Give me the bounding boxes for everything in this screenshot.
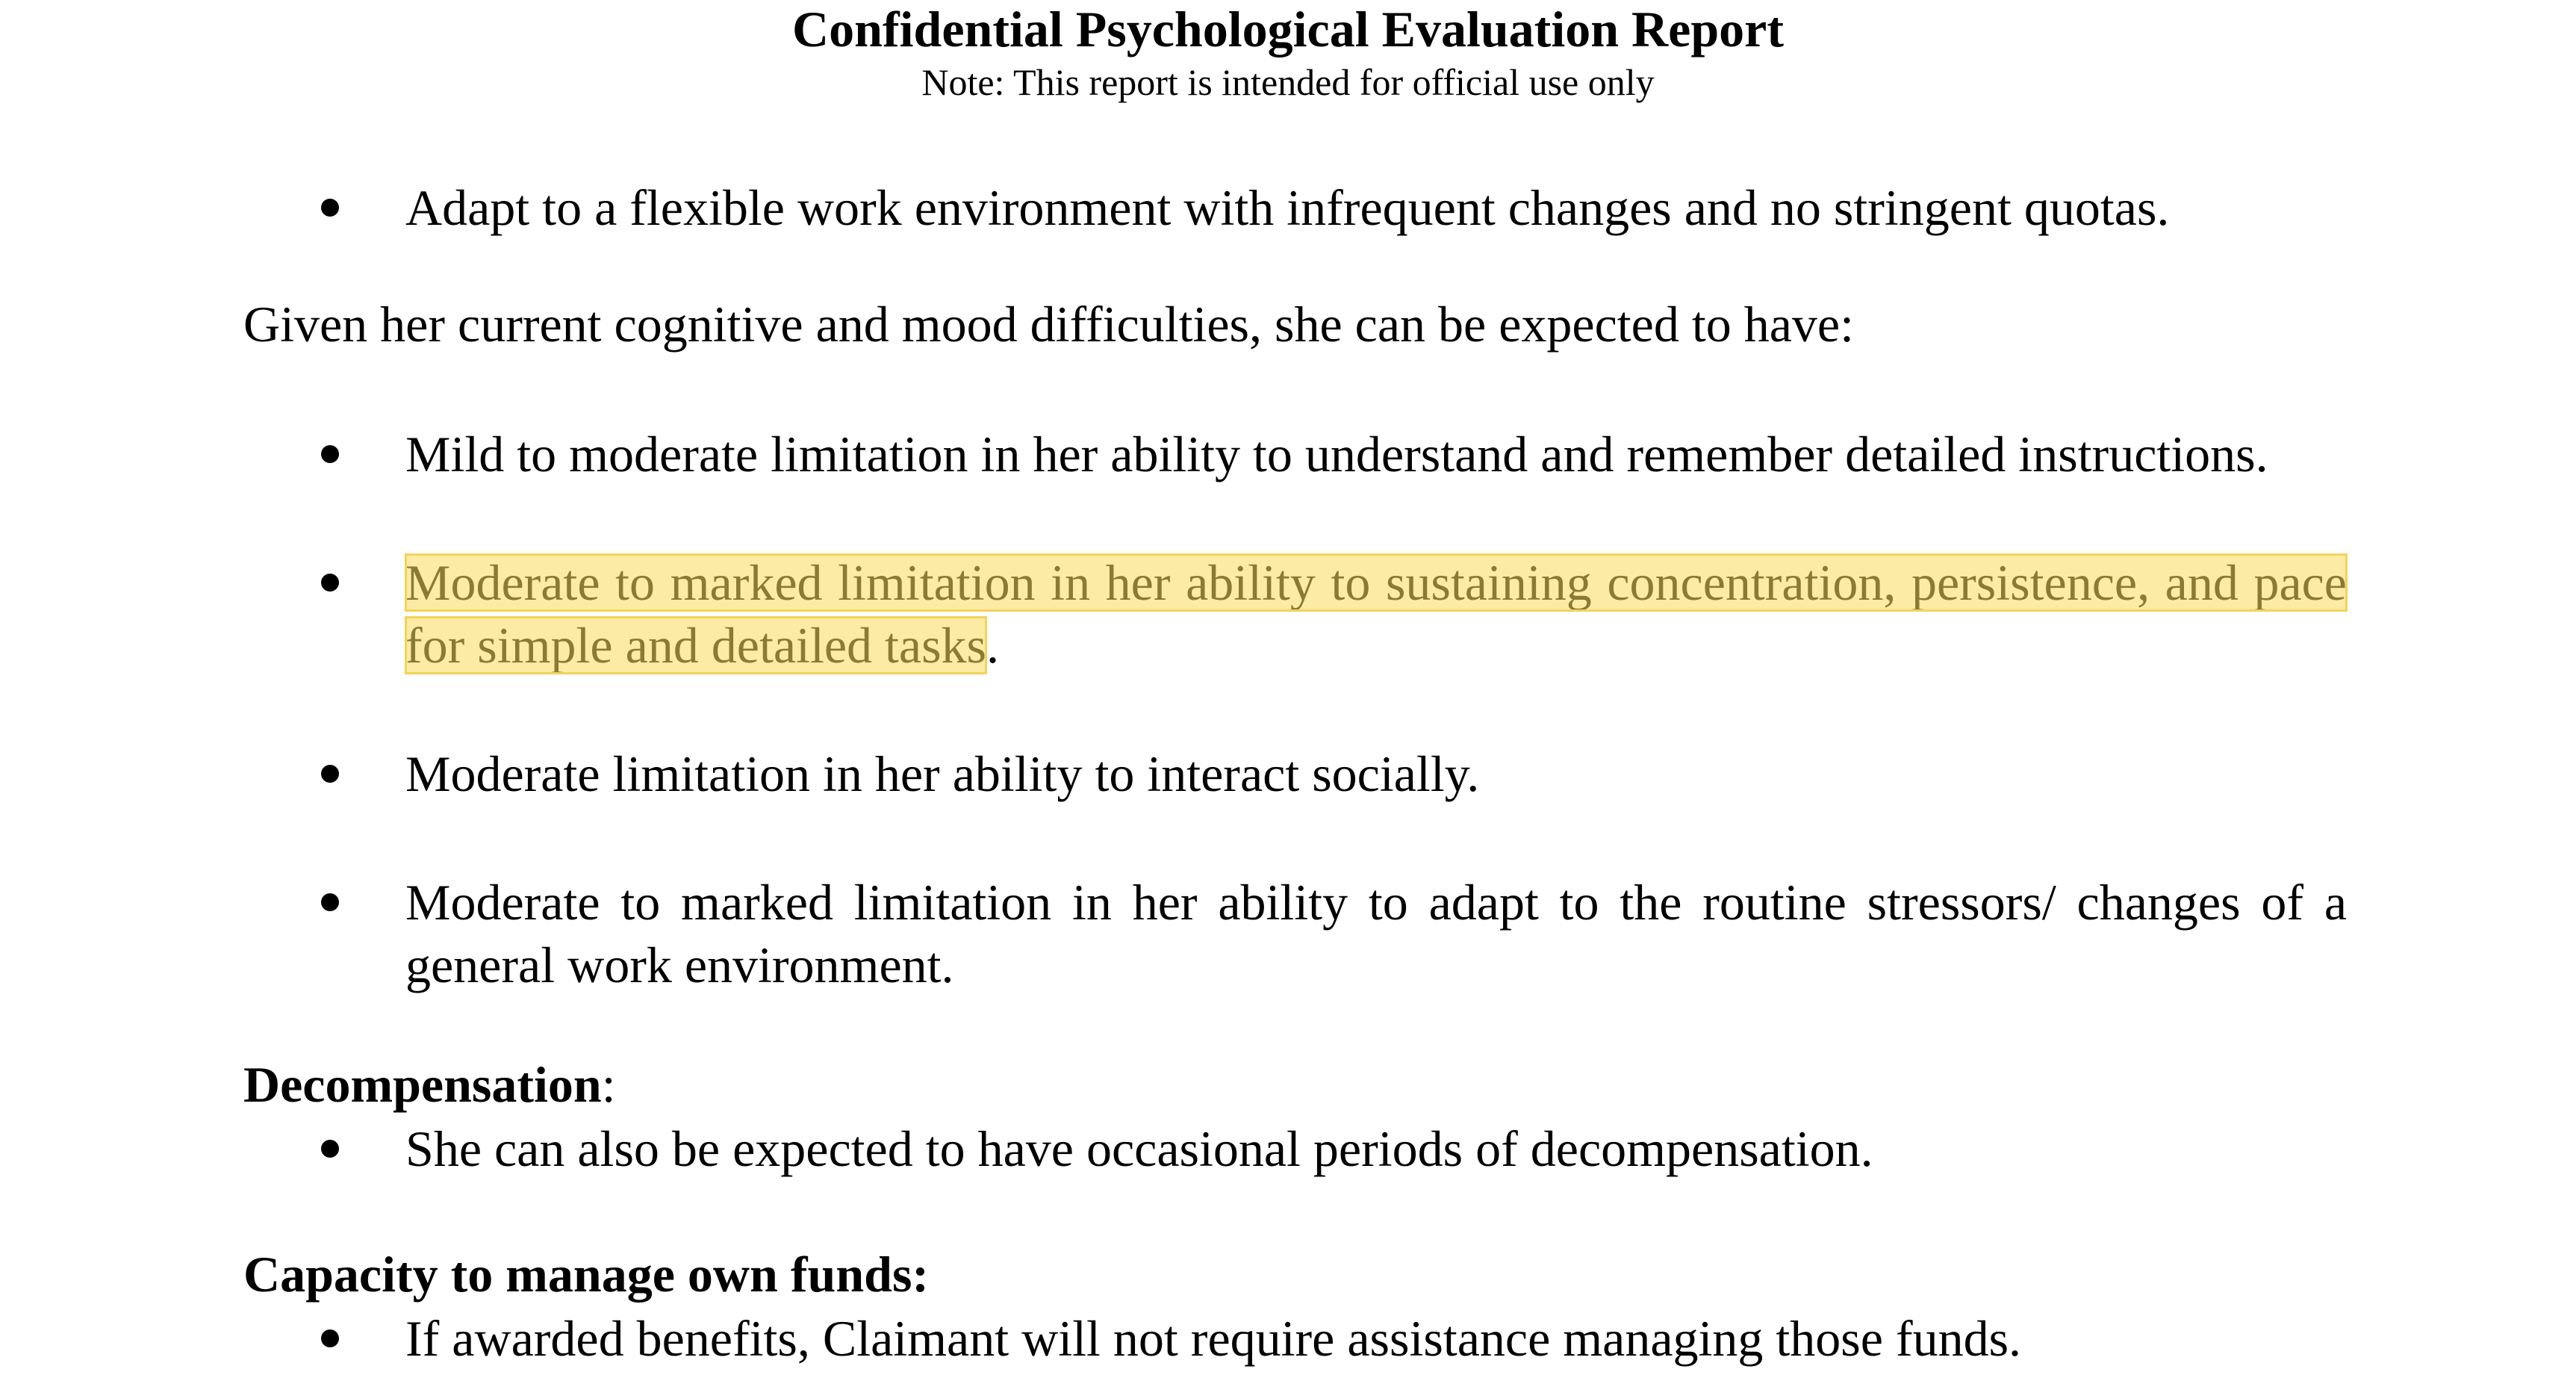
- funds-heading: [243, 1243, 929, 1306]
- bullet-text: Moderate limitation in her ability to interact socially.: [405, 745, 1480, 802]
- decompensation-heading: [243, 1053, 616, 1116]
- bullet-icon: [321, 893, 339, 911]
- bullet-icon: [321, 574, 339, 592]
- bullet-text: If awarded benefits, Claimant will not require assistance managing those funds.: [405, 1310, 2022, 1367]
- bullet-icon: [321, 1140, 339, 1158]
- bullet-text: She can also be expected to have occasional periods of decompensation.: [405, 1120, 1873, 1177]
- bullet-text: Moderate to marked limitation in her ability to adapt to the routine stressors/ changes of a general work environment.: [405, 874, 2347, 993]
- report-title: Confidential Psychological Evaluation Report: [792, 1, 1784, 58]
- bullet-icon: [321, 199, 339, 217]
- heading-colon: :: [601, 1056, 616, 1113]
- bullet-icon: [321, 765, 339, 783]
- bullet-text: Adapt to a flexible work environment with infrequent changes and no stringent quotas.: [405, 179, 2170, 236]
- decompensation-heading-text: Decompensation: [243, 1056, 602, 1113]
- intro-paragraph: Given her current cognitive and mood difficulties, she can be expected to have:: [243, 296, 1854, 353]
- funds-heading-text: Capacity to manage own funds:: [243, 1246, 930, 1303]
- sentence-period: .: [986, 617, 1000, 674]
- bullet-text: [405, 551, 2347, 677]
- bullet-icon: [321, 1329, 339, 1347]
- report-note: Note: This report is intended for official use only: [921, 61, 1655, 103]
- bullet-icon: [321, 445, 339, 463]
- bullet-text: Mild to moderate limitation in her ability to understand and remember detailed instructions.: [405, 426, 2268, 482]
- highlighted-text: Moderate to marked limitation in her ability to sustaining concentration, persistence, and pace for simple and detailed tasks: [405, 554, 2347, 674]
